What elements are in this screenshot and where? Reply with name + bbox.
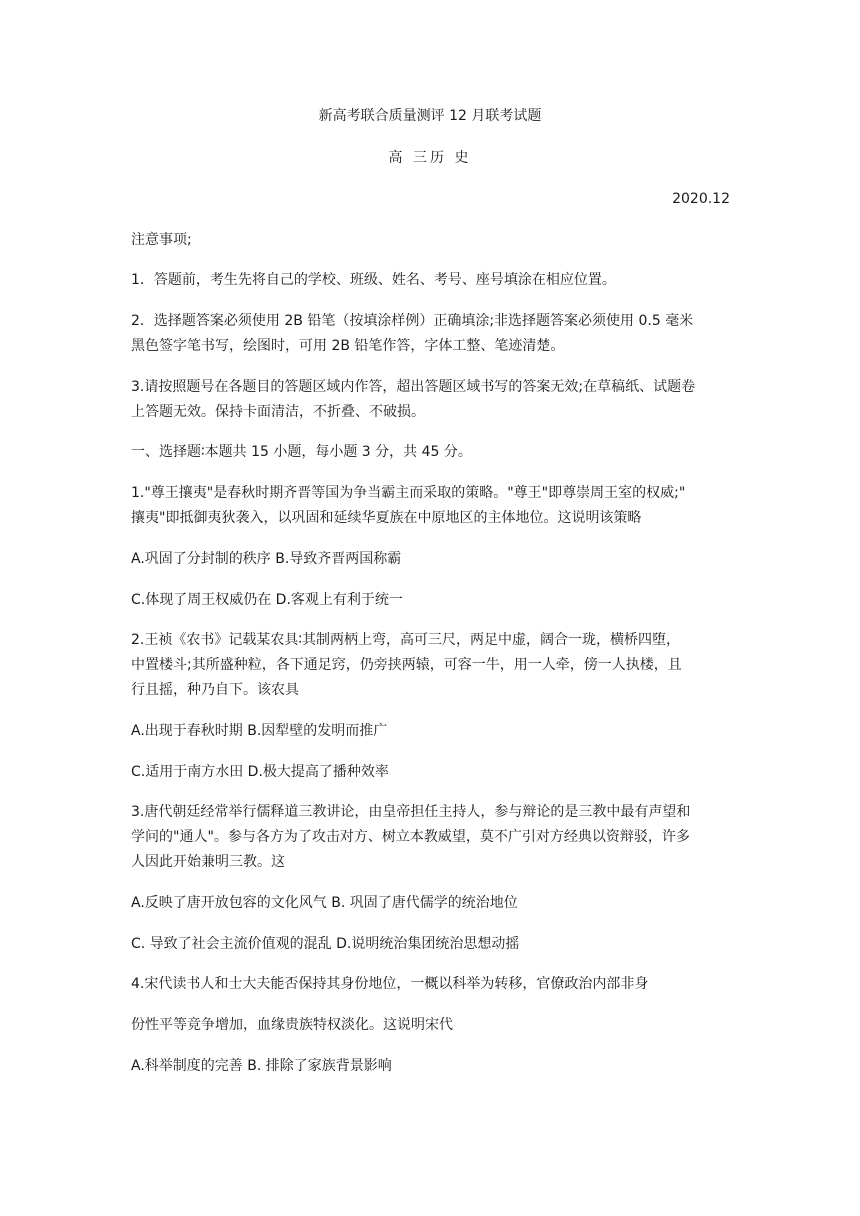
notice-item-2-line-2: 黑色签字笔书写，绘图时，可用 2B 铅笔作答，字体工整、笔迹清楚。 [131,338,565,354]
exam-title: 新高考联合质量测评 12 月联考试题 [318,108,542,124]
question-3-line-1: 3.唐代朝廷经常举行儒释道三教讲论，由皇帝担任主持人，参与辩论的是三教中最有声望和 [131,804,691,820]
question-2-line-1: 2.王祯《农书》记载某农具∶其制两柄上弯，高可三尺，两足中虚，阔合一珑，横桥四堕， [131,632,680,648]
question-2-line-3: 行且摇，种乃自下。该农具 [131,682,299,698]
exam-subject: 高 三历 史 [388,150,472,166]
question-4-line-2: 份性平等竞争增加，血缘贵族特权淡化。这说明宋代 [131,1017,453,1033]
question-1-line-2: 攘夷"即抵御夷狄袭入，以巩固和延续华夏族在中原地区的主体地位。这说明该策略 [131,510,642,526]
question-3-options-ab: A.反映了唐开放包容的文化风气 B. 巩固了唐代儒学的统治地位 [131,895,518,911]
notice-item-2-line-1: 2．选择题答案必须使用 2B 铅笔（按填涂样例）正确填涂;非选择题答案必须使用 0.5 毫米 [131,313,694,329]
exam-date: 2020.12 [672,191,730,207]
notice-item-1: 1．答题前，考生先将自己的学校、班级、姓名、考号、座号填涂在相应位置。 [131,272,616,288]
question-1-options-ab: A.巩固了分封制的秩序 B.导致齐晋两国称霸 [131,551,402,567]
question-1-line-1: 1."尊王攘夷"是春秋时期齐晋等国为争当霸主而采取的策略。"尊王"即尊崇周王室的权威;" [131,485,686,501]
question-2-options-ab: A.出现于春秋时期 B.因犁壁的发明而推广 [131,723,388,739]
question-4-line-1: 4.宋代读书人和士大夫能否保持其身份地位，一概以科举为转移，官僚政治内部非身 [131,976,649,992]
question-1-options-cd: C.体现了周王权威仍在 D.客观上有利于统一 [131,592,403,608]
question-3-line-2: 学问的"通人"。参与各方为了攻击对方、树立本教威望，莫不广引对方经典以资辩驳，许多 [131,829,690,845]
question-3-options-cd: C. 导致了社会主流价值观的混乱 D.说明统治集团统治思想动摇 [131,936,520,952]
question-3-line-3: 人因此开始兼明三教。这 [131,854,285,870]
question-4-options-ab: A.科举制度的完善 B. 排除了家族背景影响 [131,1058,392,1074]
question-2-options-cd: C.适用于南方水田 D.极大提高了播种效率 [131,764,389,780]
question-2-line-2: 中置楼斗;其所盛种粒，各下通足窍，仍旁挟两辕，可容一牛，用一人牵，傍一人执楼，且 [131,657,682,673]
notice-heading: 注意事项; [131,232,192,248]
notice-item-3-line-1: 3.请按照题号在各题目的答题区域内作答，超出答题区域书写的答案无效;在草稿纸、试题卷 [131,379,696,395]
notice-item-3-line-2: 上答题无效。保持卡面清洁，不折叠、不破损。 [131,404,425,420]
section-1-heading: 一、选择题∶本题共 15 小题，每小题 3 分，共 45 分。 [131,444,472,460]
